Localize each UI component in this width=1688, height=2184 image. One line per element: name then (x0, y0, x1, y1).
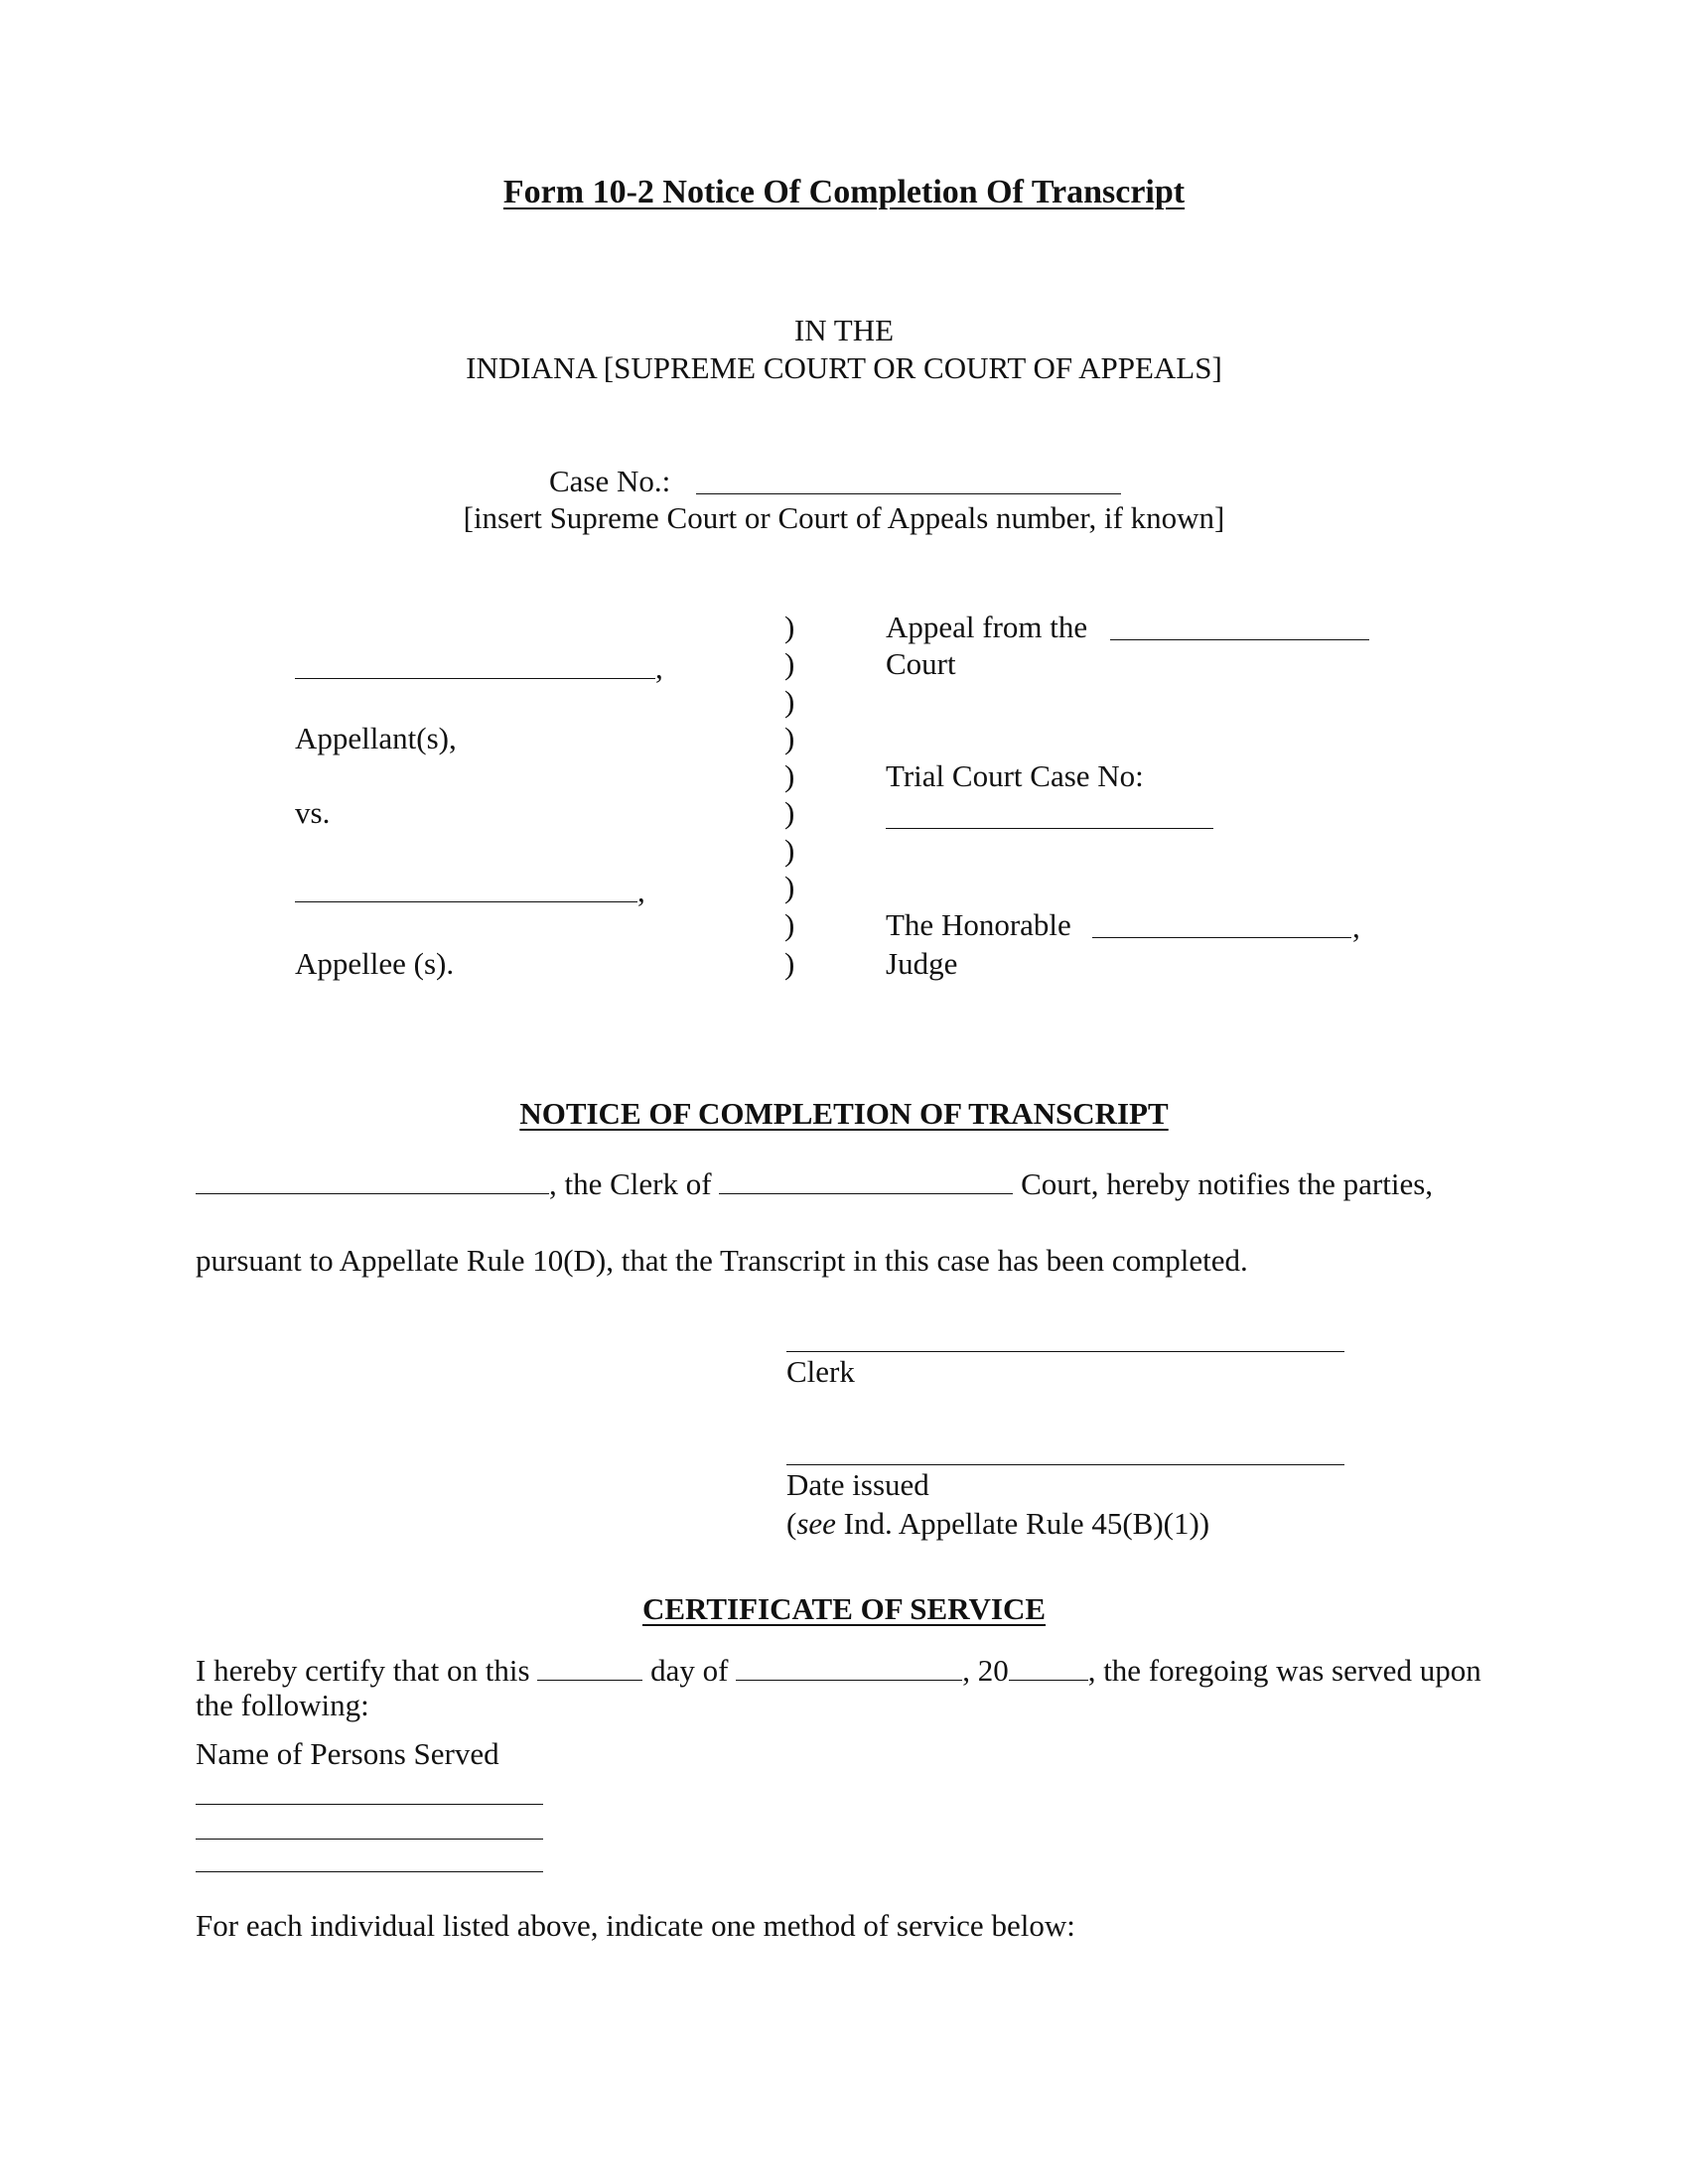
court-label: Court (886, 646, 956, 681)
date-issued-label: Date issued (786, 1467, 929, 1502)
see-italic: see (796, 1506, 836, 1541)
cert-text-3: , 20 (962, 1653, 1009, 1688)
clerk-signature-field[interactable] (786, 1351, 1344, 1352)
caption-paren: ) (784, 684, 795, 719)
court-line-1: IN THE (793, 313, 895, 347)
caption-paren: ) (784, 833, 795, 868)
cert-text-1: I hereby certify that on this (196, 1653, 530, 1688)
trial-case-no-label: Trial Court Case No: (886, 758, 1144, 793)
certificate-heading: CERTIFICATE OF SERVICE (641, 1591, 1047, 1626)
month-field[interactable] (736, 1654, 962, 1681)
person-served-field[interactable] (196, 1839, 543, 1840)
day-field[interactable] (537, 1654, 642, 1681)
appellee-comma: , (637, 874, 645, 908)
caption-paren: ) (784, 870, 795, 904)
appellant-name-field[interactable] (295, 678, 655, 679)
court-line-2: INDIANA [SUPREME COURT OR COURT OF APPEALS] (466, 350, 1222, 385)
appellee-name-field[interactable] (295, 901, 637, 902)
certificate-paragraph (196, 1653, 1481, 1689)
cert-text-2: day of (650, 1653, 729, 1688)
notice-heading: NOTICE OF COMPLETION OF TRANSCRIPT (519, 1096, 1169, 1131)
judge-name-field[interactable] (1092, 937, 1351, 938)
appellee-label: Appellee (s). (295, 946, 455, 981)
notice-paragraph-line-2: pursuant to Appellate Rule 10(D), that the Transcript in this case has been completed. (196, 1243, 1248, 1278)
appellant-comma: , (655, 650, 663, 685)
caption-paren: ) (784, 946, 795, 981)
notice-text-2: Court, hereby notifies the parties, (1021, 1166, 1434, 1201)
caption-paren: ) (784, 721, 795, 755)
case-no-label: Case No.: (549, 464, 671, 498)
notice-text-1: , the Clerk of (549, 1166, 712, 1201)
caption-paren: ) (784, 646, 795, 681)
year-field[interactable] (1009, 1654, 1088, 1681)
appeal-from-label: Appeal from the (886, 610, 1088, 644)
service-method-instruction: For each individual listed above, indicate one method of service below: (196, 1908, 1075, 1943)
cert-text-4: , the foregoing was served upon (1087, 1653, 1481, 1688)
vs-label: vs. (295, 795, 331, 830)
honorable-label: The Honorable (886, 907, 1071, 942)
case-no-field[interactable] (696, 493, 1121, 494)
judge-comma: , (1352, 909, 1360, 944)
case-no-hint: [insert Supreme Court or Court of Appeals number, if known] (463, 500, 1225, 535)
judge-label: Judge (886, 946, 958, 981)
clerk-name-field[interactable] (196, 1167, 549, 1194)
trial-case-no-field[interactable] (886, 828, 1213, 829)
caption-paren: ) (784, 610, 795, 644)
certificate-following: the following: (196, 1688, 369, 1722)
caption-paren: ) (784, 795, 795, 830)
appellant-label: Appellant(s), (295, 721, 457, 755)
date-issued-field[interactable] (786, 1464, 1344, 1465)
caption-paren: ) (784, 907, 795, 942)
notice-paragraph-line-1 (196, 1166, 1433, 1202)
clerk-label: Clerk (786, 1354, 855, 1389)
form-title: Form 10-2 Notice Of Completion Of Transcript (502, 174, 1186, 210)
caption-paren: ) (784, 758, 795, 793)
appeal-from-court-field[interactable] (1110, 639, 1369, 640)
person-served-field[interactable] (196, 1804, 543, 1805)
rule-text: Ind. Appellate Rule 45(B)(1)) (835, 1506, 1210, 1541)
clerk-court-field[interactable] (719, 1167, 1013, 1194)
person-served-field[interactable] (196, 1871, 543, 1872)
rule-reference (786, 1506, 1209, 1542)
paren-open: ( (786, 1506, 797, 1541)
persons-served-label: Name of Persons Served (196, 1736, 499, 1771)
